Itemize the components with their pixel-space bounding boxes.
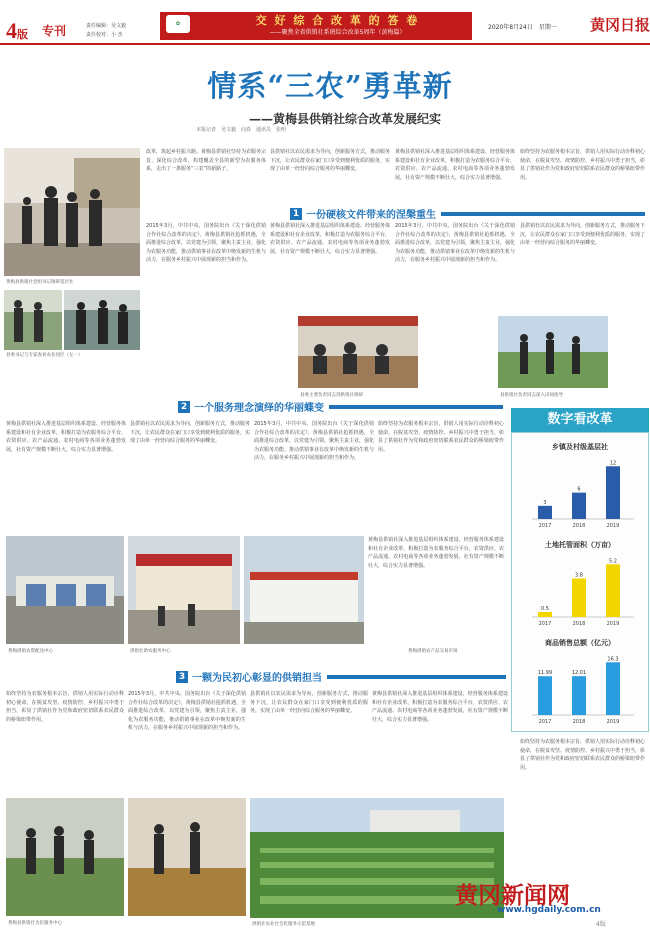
chart-bar (538, 612, 552, 617)
body-text: 黄梅县供销社深入推进基层组织体系建设、经营服务体系建设和社有企业改革，积极打造为农服务综合平台，农资供应、农产品流通、农村电商等各项业务蓬勃发展，社有资产规模不断壮大，综合实力显著增强。 (368, 537, 504, 569)
chart-title: 土地托管面积（万亩） (545, 541, 615, 549)
body-text: 2015年3月，中共中央、国务院出台《关于深化供销合作社综合改革的决定》，黄梅县供销社抢抓机遇，全面推进综合改革，以党建为引领，聚焦主责主业，强化为农服务功能，推动供销事业在改革中焕发新的生机与活力，在服务乡村振兴中展现新的担当和作为。 (128, 691, 246, 732)
body-text: 2015年3月，中共中央、国务院出台《关于深化供销合作社综合改革的决定》，黄梅县供销社抢抓机遇，全面推进综合改革，以党建为引领，聚焦主责主业，强化为农服务功能，推动供销事业在改革中焕发新的生机与活力，在服务乡村振兴中展现新的担当和作为。 (395, 223, 515, 264)
banner-subtitle: ——聚焦全省供销社系统综合改革5周年（黄梅篇） (269, 29, 406, 36)
section-3-title: 3 一颗为民初心彰显的供销担当 (176, 670, 506, 683)
byline: 本报记者 吴文毅 向春 通讯员 张明 (196, 127, 287, 133)
body-text: 县供销社以农民需求为导向，创新服务方式，推动服务下沉，让农民群众在家门口享受到便利优质的服务，实现了由单一经营向综合服务的华丽蝶变。 (270, 149, 390, 173)
photo-service-center (128, 536, 240, 644)
photo-warehouse (6, 536, 124, 644)
subheadline: ——黄梅县供销社综合改革发展纪实 (248, 112, 441, 126)
chart-category-label: 2019 (606, 719, 620, 725)
supply-coop-logo-icon: ✿ (166, 15, 190, 33)
photo-market (244, 536, 364, 644)
chart-title: 商品销售总额（亿元） (545, 639, 615, 647)
page-code: 4版 (596, 921, 606, 928)
chart-bar (538, 676, 552, 715)
headline: 情系“三农”勇革新 (207, 69, 453, 103)
chart-value-label: 11.99 (537, 670, 553, 677)
chart-value-label: 3.8 (575, 572, 583, 579)
photo-officials-visit (4, 148, 140, 276)
chart-category-label: 2017 (538, 621, 552, 627)
editor-credits: 责任编辑：吴文毅 责任校对：小 杰 (86, 23, 127, 38)
chart-bar (606, 466, 620, 519)
body-text: 黄梅县供销社深入推进基层组织体系建设、经营服务体系建设和社有企业改革，积极打造为农服务综合平台，农资供应、农产品流通、农村电商等各项业务蓬勃发展，社有资产规模不断壮大，综合实力显著增强。 (395, 149, 515, 181)
issue-date: 2020年8月24日 星期一 (488, 24, 557, 31)
newspaper-name: 黄冈日报 (590, 18, 650, 34)
page-number: 4版 (6, 18, 28, 43)
chart-value-label: 5.2 (609, 558, 617, 565)
body-text: 县供销社以农民需求为导向，创新服务方式，推动服务下沉，让农民群众在家门口享受到便利优质的服务，实现了由单一经营向综合服务的华丽蝶变。 (520, 223, 645, 247)
chart-category-label: 2017 (538, 523, 552, 529)
chart-bar (538, 506, 552, 519)
photo-county-leaders (64, 290, 140, 350)
photo-caption: 黄梅供销农资配送中心 (8, 649, 53, 654)
banner-title: 交 好 综 合 改 革 的 答 卷 (255, 14, 420, 27)
photo-field-inspection (4, 290, 62, 350)
photo-caption: 县供销社负责同志深入田间指导 (500, 393, 563, 398)
body-text: 2015年3月，中共中央、国务院出台《关于深化供销合作社综合改革的决定》，黄梅县供销社抢抓机遇，全面推进综合改革，以党建为引领，聚焦主责主业，强化为农服务功能，推动供销事业在改革中焕发新的生机与活力，在服务乡村振兴中展现新的担当和作为。 (254, 421, 374, 462)
photo-caption: 黄梅供销农产品交易市场 (408, 649, 458, 654)
chart-bar (572, 578, 586, 617)
body-text: 黄梅县供销社深入推进基层组织体系建设、经营服务体系建设和社有企业改革，积极打造为农服务综合平台，农资供应、农产品流通、农村电商等各项业务蓬勃发展，社有资产规模不断壮大，综合实力显著增强。 (372, 691, 508, 723)
photo-seedling-inspection (6, 798, 124, 916)
lead-paragraph: 改革，筑起乡村振兴路。黄梅县供销社坚持为农服务宗旨，深化综合改革，构建覆盖全县的新型为农服务体系，走出了一条服务“三农”的新路子。 (146, 149, 266, 173)
body-text: 县供销社以农民需求为导向，创新服务方式，推动服务下沉，让农民群众在家门口享受到便利优质的服务，实现了由单一经营向综合服务的华丽蝶变。 (250, 691, 368, 715)
data-charts (512, 433, 648, 731)
chart-category-label: 2018 (572, 523, 586, 529)
body-text: 始终坚持为农服务根本宗旨，供销人用实际行动诠释初心使命，在脱贫攻坚、疫情防控、乡村振兴中勇于担当，彰显了供销社作为党和政府密切联系农民群众的桥梁纽带作用。 (520, 149, 645, 181)
chart-category-label: 2018 (572, 719, 586, 725)
photo-caption: 黄梅县供销社党组书记调研基层社 (6, 280, 74, 285)
data-panel (511, 432, 649, 732)
chart-value-label: 16.3 (607, 656, 619, 663)
chart-bar (572, 676, 586, 715)
body-text: 黄梅县供销社深入推进基层组织体系建设、经营服务体系建设和社有企业改革，积极打造为农服务综合平台，农资供应、农产品流通、农村电商等各项业务蓬勃发展，社有资产规模不断壮大，综合实力显著增强。 (270, 223, 390, 255)
masthead-rule (0, 43, 650, 45)
chart-bar (606, 564, 620, 617)
chart-value-label: 0.5 (541, 605, 549, 612)
chart-bar (606, 662, 620, 715)
site-logo: 黄冈新闻网 (455, 882, 570, 909)
section-2-title: 2 一个服务理念演绎的华丽蝶变 (178, 400, 503, 413)
body-text: 黄梅县供销社深入推进基层组织体系建设、经营服务体系建设和社有企业改革，积极打造为农服务综合平台，农资供应、农产品流通、农村电商等各项业务蓬勃发展，社有资产规模不断壮大，综合实力显著增强。 (6, 421, 126, 453)
chart-title: 乡镇及村级基层社 (552, 443, 608, 451)
data-panel-header: 数字看改革 (511, 408, 649, 432)
chart-value-label: 3 (543, 499, 547, 506)
section-1-title: 1 一份硬核文件带来的涅槃重生 (290, 207, 645, 220)
chart-value-label: 12 (609, 460, 617, 467)
chart-category-label: 2019 (606, 523, 620, 529)
chart-value-label: 6 (577, 486, 581, 493)
body-text: 始终坚持为农服务根本宗旨，供销人用实际行动诠释初心使命，在脱贫攻坚、疫情防控、乡村振兴中勇于担当，彰显了供销社作为党和政府密切联系农民群众的桥梁纽带作用。 (6, 691, 124, 723)
chart-value-label: 12.01 (571, 670, 587, 677)
photo-caption: 供销社农业社会化服务示范基地 (252, 922, 315, 927)
chart-category-label: 2017 (538, 719, 552, 725)
chart-category-label: 2019 (606, 621, 620, 627)
body-text: 始终坚持为农服务根本宗旨，供销人用实际行动诠释初心使命，在脱贫攻坚、疫情防控、乡村振兴中勇于担当，彰显了供销社作为党和政府密切联系农民群众的桥梁纽带作用。 (378, 421, 504, 453)
photo-caption: 黄梅县供销社为民服务中心 (8, 921, 62, 926)
chart-category-label: 2018 (572, 621, 586, 627)
column-name: 专刊 (42, 24, 67, 38)
photo-farmland-visit (498, 316, 608, 388)
site-url-link[interactable]: www.hgdaily.com.cn (497, 905, 601, 915)
body-text: 2015年3月，中共中央、国务院出台《关于深化供销合作社综合改革的决定》，黄梅县供销社抢抓机遇，全面推进综合改革，以党建为引领，聚焦主责主业，强化为农服务功能，推动供销事业在改革中焕发新的生机与活力，在服务乡村振兴中展现新的担当和作为。 (146, 223, 266, 264)
photo-caption: 县委主要负责同志到供销社调研 (300, 393, 363, 398)
photo-agri-products (128, 798, 246, 916)
photo-meeting (298, 316, 418, 388)
body-text: 县供销社以农民需求为导向，创新服务方式，推动服务下沉，让农民群众在家门口享受到便利优质的服务，实现了由单一经营向综合服务的华丽蝶变。 (130, 421, 250, 445)
photo-caption: 供销社助农服务中心 (130, 649, 171, 654)
photo-caption: 县委书记与专家查看农业园区（左一） (6, 353, 83, 358)
body-text: 始终坚持为农服务根本宗旨，供销人用实际行动诠释初心使命，在脱贫攻坚、疫情防控、乡村振兴中勇于担当，彰显了供销社作为党和政府密切联系农民群众的桥梁纽带作用。 (520, 739, 645, 771)
chart-bar (572, 493, 586, 519)
